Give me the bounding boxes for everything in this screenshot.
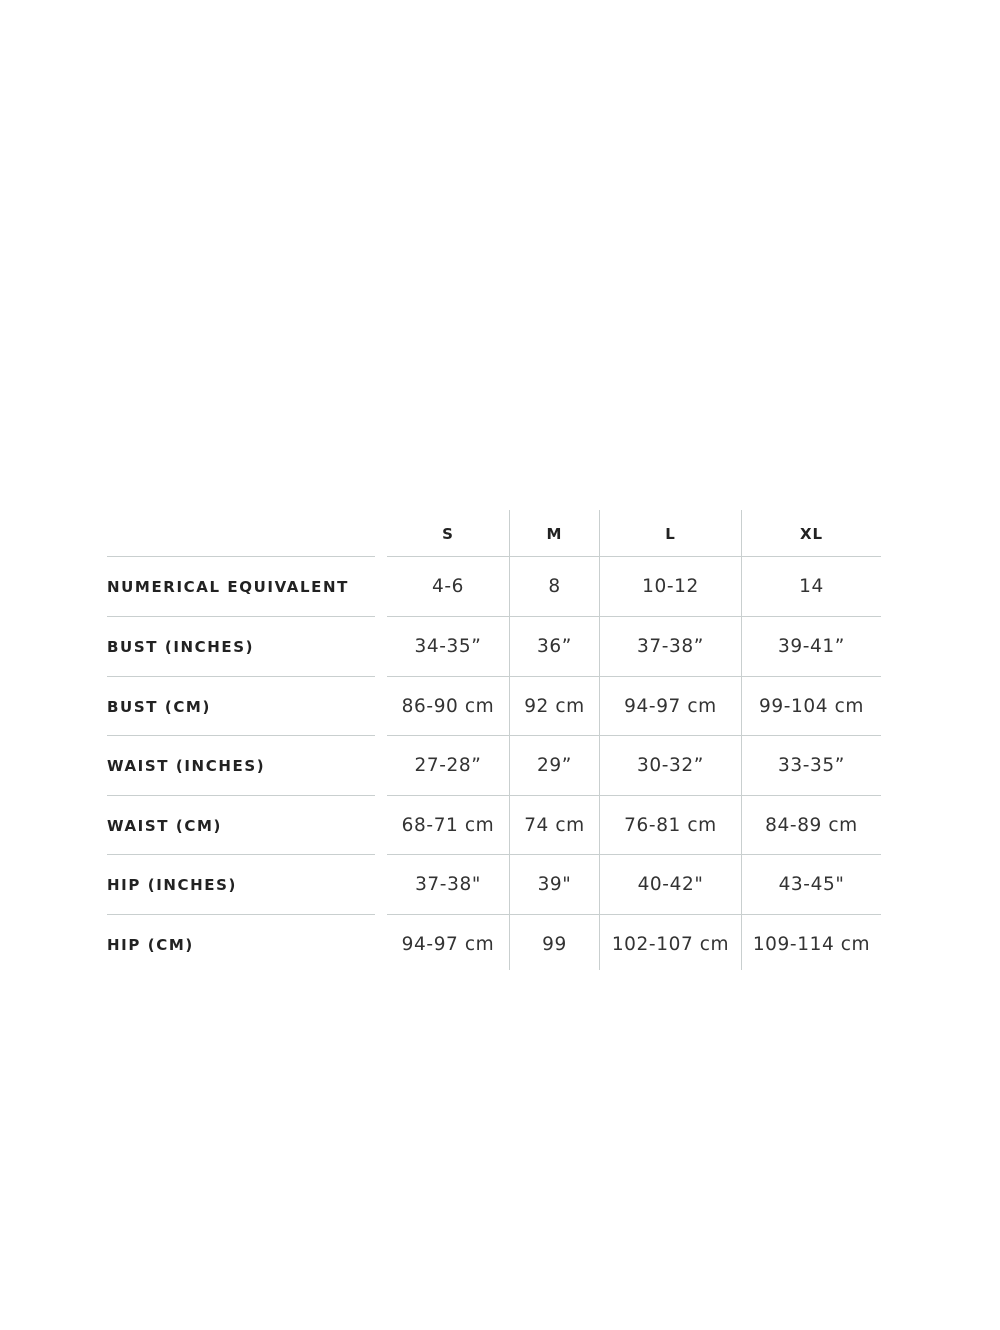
table-cell: 92 cm (524, 696, 585, 717)
table-cell: 84-89 cm (765, 815, 858, 836)
table-cell: 27-28” (414, 755, 482, 776)
table-cell: 37-38" (415, 874, 481, 895)
table-cell: 94-97 cm (401, 934, 495, 955)
row-label-numerical-equivalent: NUMERICAL EQUIVALENT (107, 577, 349, 596)
table-cell: 29” (537, 755, 572, 776)
table-cell: 109-114 cm (752, 934, 871, 955)
table-cell: 10-12 (642, 576, 699, 597)
table-cell: 14 (799, 576, 824, 597)
table-cell: 94-97 cm (624, 696, 717, 717)
table-cell: 68-71 cm (401, 815, 495, 836)
table-cell: 40-42" (637, 874, 704, 895)
row-label-hip-inches: HIP (INCHES) (107, 875, 238, 894)
table-cell: 34-35” (414, 636, 482, 657)
row-label-waist-cm: WAIST (CM) (107, 816, 222, 835)
size-header-l: L (665, 524, 676, 543)
size-header-xl: XL (799, 524, 824, 543)
table-cell: 37-38” (637, 636, 704, 657)
table-cell: 76-81 cm (624, 815, 717, 836)
table-cell: 99 (542, 934, 567, 955)
table-cell: 4-6 (431, 576, 465, 597)
table-cell: 39-41” (778, 636, 845, 657)
table-cell: 74 cm (524, 815, 585, 836)
table-cell: 99-104 cm (758, 696, 864, 717)
size-header-s: S (442, 524, 454, 543)
table-cell: 86-90 cm (401, 696, 495, 717)
table-cell: 36” (537, 636, 572, 657)
size-header-m: M (546, 524, 563, 543)
table-cell: 39" (537, 874, 572, 895)
row-label-waist-inches: WAIST (INCHES) (107, 756, 266, 775)
table-cell: 102-107 cm (611, 934, 730, 955)
size-chart-table (107, 510, 881, 970)
table-cell: 8 (548, 576, 561, 597)
row-label-bust-cm: BUST (CM) (107, 697, 211, 716)
table-cell: 30-32” (637, 755, 704, 776)
row-label-hip-cm: HIP (CM) (107, 935, 194, 954)
row-label-bust-inches: BUST (INCHES) (107, 637, 255, 656)
table-cell: 33-35” (778, 755, 845, 776)
table-cell: 43-45" (778, 874, 845, 895)
